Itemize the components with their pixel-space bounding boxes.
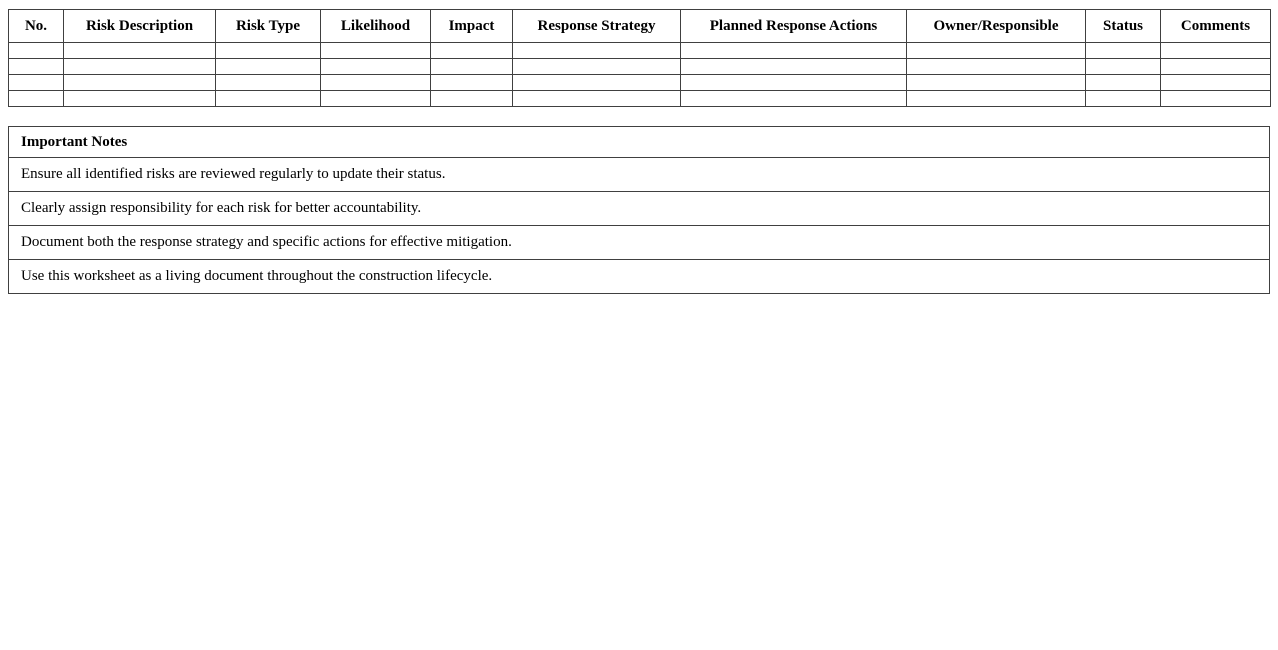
empty-cell — [64, 59, 216, 75]
column-header-comments: Comments — [1161, 10, 1271, 43]
column-header-owner-responsible: Owner/Responsible — [907, 10, 1086, 43]
note-text: Use this worksheet as a living document throughout the construction lifecycle. — [9, 260, 1270, 294]
empty-cell — [1161, 91, 1271, 107]
empty-cell — [321, 43, 431, 59]
note-row — [9, 260, 1270, 294]
empty-cell — [681, 75, 907, 91]
empty-cell — [513, 59, 681, 75]
empty-cell — [64, 43, 216, 59]
empty-cell — [513, 75, 681, 91]
empty-cell — [907, 91, 1086, 107]
risk-table-body — [9, 43, 1271, 107]
column-header-response-strategy: Response Strategy — [513, 10, 681, 43]
column-header-impact: Impact — [431, 10, 513, 43]
empty-cell — [1086, 43, 1161, 59]
risk-table-empty-row — [9, 43, 1271, 59]
empty-cell — [321, 75, 431, 91]
column-header-likelihood: Likelihood — [321, 10, 431, 43]
empty-cell — [1161, 59, 1271, 75]
worksheet-page — [8, 9, 1270, 294]
empty-cell — [1086, 91, 1161, 107]
empty-cell — [64, 75, 216, 91]
column-header-status: Status — [1086, 10, 1161, 43]
note-text: Clearly assign responsibility for each risk for better accountability. — [9, 192, 1270, 226]
notes-table — [8, 126, 1270, 294]
empty-cell — [681, 91, 907, 107]
empty-cell — [216, 75, 321, 91]
empty-cell — [64, 91, 216, 107]
note-row — [9, 192, 1270, 226]
empty-cell — [9, 91, 64, 107]
column-header-planned-response-actions: Planned Response Actions — [681, 10, 907, 43]
column-header-risk-type: Risk Type — [216, 10, 321, 43]
empty-cell — [216, 43, 321, 59]
note-row — [9, 226, 1270, 260]
empty-cell — [513, 43, 681, 59]
note-row — [9, 158, 1270, 192]
empty-cell — [216, 91, 321, 107]
empty-cell — [9, 75, 64, 91]
risk-table-header-row — [9, 10, 1271, 43]
empty-cell — [216, 59, 321, 75]
notes-title-row — [9, 127, 1270, 158]
empty-cell — [431, 91, 513, 107]
column-header-risk-description: Risk Description — [64, 10, 216, 43]
empty-cell — [681, 59, 907, 75]
empty-cell — [1086, 59, 1161, 75]
risk-table-empty-row — [9, 59, 1271, 75]
empty-cell — [431, 59, 513, 75]
empty-cell — [513, 91, 681, 107]
notes-title: Important Notes — [9, 127, 1270, 158]
note-text: Document both the response strategy and specific actions for effective mitigation. — [9, 226, 1270, 260]
note-text: Ensure all identified risks are reviewed regularly to update their status. — [9, 158, 1270, 192]
risk-table-empty-row — [9, 91, 1271, 107]
empty-cell — [431, 75, 513, 91]
empty-cell — [681, 43, 907, 59]
empty-cell — [1086, 75, 1161, 91]
empty-cell — [1161, 43, 1271, 59]
empty-cell — [1161, 75, 1271, 91]
empty-cell — [321, 91, 431, 107]
risk-table — [8, 9, 1271, 107]
empty-cell — [907, 75, 1086, 91]
empty-cell — [431, 43, 513, 59]
empty-cell — [9, 59, 64, 75]
column-header-no: No. — [9, 10, 64, 43]
empty-cell — [9, 43, 64, 59]
empty-cell — [321, 59, 431, 75]
empty-cell — [907, 59, 1086, 75]
risk-table-empty-row — [9, 75, 1271, 91]
empty-cell — [907, 43, 1086, 59]
